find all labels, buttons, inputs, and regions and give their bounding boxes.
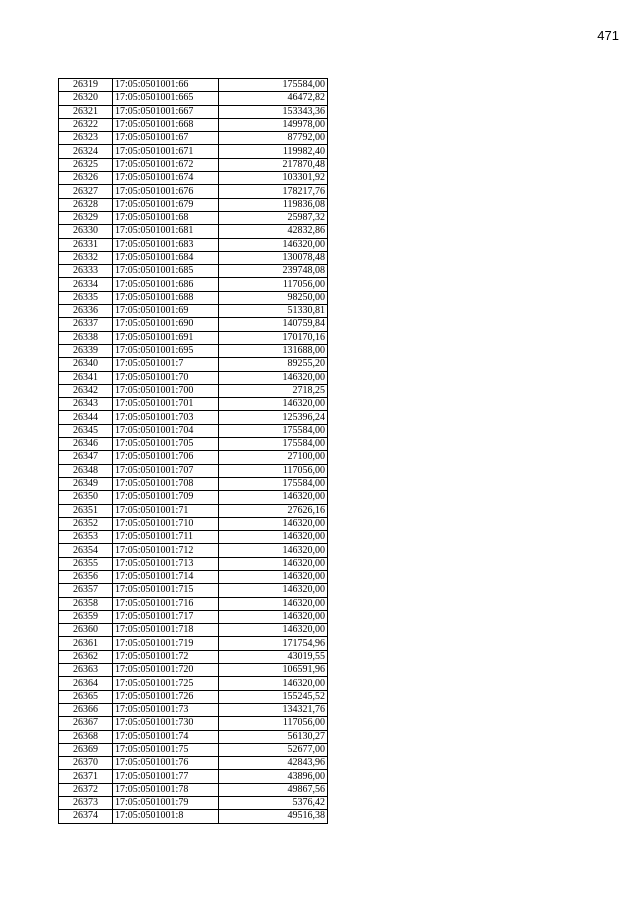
- cadastral-value-cell: 146320,00: [219, 491, 328, 504]
- row-number-cell: 26371: [59, 770, 113, 783]
- cadastral-number-cell: 17:05:0501001:78: [113, 783, 219, 796]
- cadastral-number-cell: 17:05:0501001:72: [113, 650, 219, 663]
- cadastral-number-cell: 17:05:0501001:8: [113, 810, 219, 823]
- cadastral-value-cell: 87792,00: [219, 132, 328, 145]
- cadastral-number-cell: 17:05:0501001:73: [113, 703, 219, 716]
- cadastral-number-cell: 17:05:0501001:712: [113, 544, 219, 557]
- row-number-cell: 26372: [59, 783, 113, 796]
- cadastral-number-cell: 17:05:0501001:716: [113, 597, 219, 610]
- cadastral-number-cell: 17:05:0501001:67: [113, 132, 219, 145]
- cadastral-value-cell: 146320,00: [219, 584, 328, 597]
- table-row: [59, 703, 328, 716]
- cadastral-value-cell: 146320,00: [219, 624, 328, 637]
- cadastral-number-cell: 17:05:0501001:668: [113, 118, 219, 131]
- table-row: [59, 770, 328, 783]
- row-number-cell: 26330: [59, 225, 113, 238]
- row-number-cell: 26362: [59, 650, 113, 663]
- cadastral-number-cell: 17:05:0501001:704: [113, 424, 219, 437]
- row-number-cell: 26331: [59, 238, 113, 251]
- table-row: [59, 358, 328, 371]
- cadastral-value-cell: 175584,00: [219, 477, 328, 490]
- cadastral-number-cell: 17:05:0501001:674: [113, 172, 219, 185]
- cadastral-value-cell: 146320,00: [219, 610, 328, 623]
- cadastral-value-cell: 175584,00: [219, 438, 328, 451]
- row-number-cell: 26335: [59, 291, 113, 304]
- table-row: [59, 318, 328, 331]
- cadastral-value-cell: 89255,20: [219, 358, 328, 371]
- cadastral-number-cell: 17:05:0501001:667: [113, 105, 219, 118]
- table-row: [59, 411, 328, 424]
- cadastral-number-cell: 17:05:0501001:701: [113, 398, 219, 411]
- cadastral-value-cell: 98250,00: [219, 291, 328, 304]
- row-number-cell: 26349: [59, 477, 113, 490]
- cadastral-number-cell: 17:05:0501001:707: [113, 464, 219, 477]
- row-number-cell: 26359: [59, 610, 113, 623]
- row-number-cell: 26368: [59, 730, 113, 743]
- row-number-cell: 26347: [59, 451, 113, 464]
- cadastral-value-cell: 178217,76: [219, 185, 328, 198]
- row-number-cell: 26319: [59, 79, 113, 92]
- table-row: [59, 278, 328, 291]
- table-row: [59, 211, 328, 224]
- cadastral-value-cell: 42843,96: [219, 757, 328, 770]
- cadastral-value-cell: 146320,00: [219, 398, 328, 411]
- cadastral-number-cell: 17:05:0501001:708: [113, 477, 219, 490]
- cadastral-number-cell: 17:05:0501001:7: [113, 358, 219, 371]
- table-row: [59, 797, 328, 810]
- cadastral-number-cell: 17:05:0501001:77: [113, 770, 219, 783]
- cadastral-number-cell: 17:05:0501001:676: [113, 185, 219, 198]
- cadastral-value-cell: 146320,00: [219, 677, 328, 690]
- cadastral-value-cell: 42832,86: [219, 225, 328, 238]
- table-row: [59, 531, 328, 544]
- row-number-cell: 26334: [59, 278, 113, 291]
- cadastral-value-cell: 134321,76: [219, 703, 328, 716]
- row-number-cell: 26338: [59, 331, 113, 344]
- cadastral-number-cell: 17:05:0501001:665: [113, 92, 219, 105]
- cadastral-value-cell: 131688,00: [219, 344, 328, 357]
- cadastral-number-cell: 17:05:0501001:700: [113, 384, 219, 397]
- row-number-cell: 26327: [59, 185, 113, 198]
- cadastral-value-cell: 2718,25: [219, 384, 328, 397]
- table-row: [59, 424, 328, 437]
- row-number-cell: 26374: [59, 810, 113, 823]
- table-row: [59, 291, 328, 304]
- cadastral-value-cell: 5376,42: [219, 797, 328, 810]
- cadastral-number-cell: 17:05:0501001:75: [113, 743, 219, 756]
- row-number-cell: 26361: [59, 637, 113, 650]
- table-row: [59, 238, 328, 251]
- cadastral-value-cell: 146320,00: [219, 570, 328, 583]
- cadastral-value-cell: 49516,38: [219, 810, 328, 823]
- cadastral-value-cell: 25987,32: [219, 211, 328, 224]
- cadastral-value-cell: 130078,48: [219, 251, 328, 264]
- cadastral-number-cell: 17:05:0501001:730: [113, 717, 219, 730]
- table-row: [59, 544, 328, 557]
- page-number: 471: [597, 28, 619, 43]
- table-row: [59, 717, 328, 730]
- row-number-cell: 26351: [59, 504, 113, 517]
- row-number-cell: 26323: [59, 132, 113, 145]
- table-row: [59, 92, 328, 105]
- table-row: [59, 690, 328, 703]
- cadastral-value-cell: 27626,16: [219, 504, 328, 517]
- cadastral-number-cell: 17:05:0501001:684: [113, 251, 219, 264]
- row-number-cell: 26369: [59, 743, 113, 756]
- cadastral-number-cell: 17:05:0501001:686: [113, 278, 219, 291]
- table-row: [59, 145, 328, 158]
- cadastral-value-cell: 125396,24: [219, 411, 328, 424]
- table-row: [59, 743, 328, 756]
- cadastral-number-cell: 17:05:0501001:726: [113, 690, 219, 703]
- cadastral-number-cell: 17:05:0501001:71: [113, 504, 219, 517]
- cadastral-number-cell: 17:05:0501001:672: [113, 158, 219, 171]
- cadastral-value-cell: 103301,92: [219, 172, 328, 185]
- row-number-cell: 26345: [59, 424, 113, 437]
- cadastral-number-cell: 17:05:0501001:711: [113, 531, 219, 544]
- cadastral-number-cell: 17:05:0501001:703: [113, 411, 219, 424]
- row-number-cell: 26332: [59, 251, 113, 264]
- table-row: [59, 371, 328, 384]
- row-number-cell: 26356: [59, 570, 113, 583]
- row-number-cell: 26366: [59, 703, 113, 716]
- table-row: [59, 132, 328, 145]
- row-number-cell: 26320: [59, 92, 113, 105]
- cadastral-value-cell: 146320,00: [219, 531, 328, 544]
- cadastral-number-cell: 17:05:0501001:709: [113, 491, 219, 504]
- table-row: [59, 517, 328, 530]
- row-number-cell: 26363: [59, 664, 113, 677]
- cadastral-number-cell: 17:05:0501001:710: [113, 517, 219, 530]
- row-number-cell: 26360: [59, 624, 113, 637]
- cadastral-value-cell: 117056,00: [219, 717, 328, 730]
- cadastral-value-cell: 119836,08: [219, 198, 328, 211]
- cadastral-number-cell: 17:05:0501001:706: [113, 451, 219, 464]
- cadastral-value-cell: 27100,00: [219, 451, 328, 464]
- cadastral-value-cell: 146320,00: [219, 544, 328, 557]
- row-number-cell: 26367: [59, 717, 113, 730]
- cadastral-number-cell: 17:05:0501001:713: [113, 557, 219, 570]
- cadastral-value-cell: 170170,16: [219, 331, 328, 344]
- cadastral-number-cell: 17:05:0501001:69: [113, 305, 219, 318]
- row-number-cell: 26337: [59, 318, 113, 331]
- row-number-cell: 26322: [59, 118, 113, 131]
- cadastral-value-cell: 153343,36: [219, 105, 328, 118]
- table-row: [59, 677, 328, 690]
- table-row: [59, 477, 328, 490]
- cadastral-number-cell: 17:05:0501001:683: [113, 238, 219, 251]
- cadastral-value-cell: 106591,96: [219, 664, 328, 677]
- table-row: [59, 225, 328, 238]
- row-number-cell: 26352: [59, 517, 113, 530]
- cadastral-number-cell: 17:05:0501001:714: [113, 570, 219, 583]
- cadastral-value-cell: 49867,56: [219, 783, 328, 796]
- table-row: [59, 305, 328, 318]
- table-row: [59, 464, 328, 477]
- cadastral-value-cell: 52677,00: [219, 743, 328, 756]
- cadastral-value-cell: 119982,40: [219, 145, 328, 158]
- row-number-cell: 26329: [59, 211, 113, 224]
- row-number-cell: 26357: [59, 584, 113, 597]
- table-row: [59, 730, 328, 743]
- table-row: [59, 105, 328, 118]
- cadastral-number-cell: 17:05:0501001:681: [113, 225, 219, 238]
- cadastral-value-cell: 117056,00: [219, 464, 328, 477]
- cadastral-value-cell: 146320,00: [219, 238, 328, 251]
- table-row: [59, 810, 328, 823]
- cadastral-value-cell: 56130,27: [219, 730, 328, 743]
- row-number-cell: 26328: [59, 198, 113, 211]
- table-row: [59, 491, 328, 504]
- cadastral-number-cell: 17:05:0501001:717: [113, 610, 219, 623]
- table-row: [59, 118, 328, 131]
- row-number-cell: 26370: [59, 757, 113, 770]
- row-number-cell: 26339: [59, 344, 113, 357]
- row-number-cell: 26336: [59, 305, 113, 318]
- cadastral-value-cell: 175584,00: [219, 79, 328, 92]
- row-number-cell: 26355: [59, 557, 113, 570]
- table-row: [59, 265, 328, 278]
- cadastral-number-cell: 17:05:0501001:679: [113, 198, 219, 211]
- table-row: [59, 757, 328, 770]
- table-row: [59, 597, 328, 610]
- table-row: [59, 398, 328, 411]
- table-row: [59, 451, 328, 464]
- cadastral-value-cell: 140759,84: [219, 318, 328, 331]
- row-number-cell: 26342: [59, 384, 113, 397]
- row-number-cell: 26346: [59, 438, 113, 451]
- cadastral-number-cell: 17:05:0501001:690: [113, 318, 219, 331]
- table-row: [59, 384, 328, 397]
- row-number-cell: 26358: [59, 597, 113, 610]
- cadastral-number-cell: 17:05:0501001:79: [113, 797, 219, 810]
- table-row: [59, 504, 328, 517]
- row-number-cell: 26343: [59, 398, 113, 411]
- cadastral-value-cell: 175584,00: [219, 424, 328, 437]
- cadastral-value-cell: 146320,00: [219, 517, 328, 530]
- row-number-cell: 26365: [59, 690, 113, 703]
- table-row: [59, 158, 328, 171]
- table-row: [59, 650, 328, 663]
- row-number-cell: 26364: [59, 677, 113, 690]
- table-row: [59, 172, 328, 185]
- cadastral-value-cell: 155245,52: [219, 690, 328, 703]
- cadastral-number-cell: 17:05:0501001:691: [113, 331, 219, 344]
- cadastral-value-cell: 43896,00: [219, 770, 328, 783]
- cadastral-value-cell: 46472,82: [219, 92, 328, 105]
- cadastral-value-cell: 146320,00: [219, 597, 328, 610]
- row-number-cell: 26353: [59, 531, 113, 544]
- table-row: [59, 185, 328, 198]
- row-number-cell: 26324: [59, 145, 113, 158]
- cadastral-number-cell: 17:05:0501001:720: [113, 664, 219, 677]
- cadastral-value-cell: 149978,00: [219, 118, 328, 131]
- table-row: [59, 610, 328, 623]
- table-row: [59, 198, 328, 211]
- cadastral-number-cell: 17:05:0501001:705: [113, 438, 219, 451]
- cadastral-value-cell: 217870,48: [219, 158, 328, 171]
- cadastral-value-cell: 146320,00: [219, 371, 328, 384]
- cadastral-number-cell: 17:05:0501001:695: [113, 344, 219, 357]
- cadastral-number-cell: 17:05:0501001:70: [113, 371, 219, 384]
- table-row: [59, 251, 328, 264]
- table-row: [59, 637, 328, 650]
- row-number-cell: 26344: [59, 411, 113, 424]
- cadastral-number-cell: 17:05:0501001:718: [113, 624, 219, 637]
- table-body: [59, 79, 328, 824]
- table-row: [59, 664, 328, 677]
- cadastral-number-cell: 17:05:0501001:719: [113, 637, 219, 650]
- row-number-cell: 26326: [59, 172, 113, 185]
- row-number-cell: 26354: [59, 544, 113, 557]
- cadastral-value-cell: 117056,00: [219, 278, 328, 291]
- table-row: [59, 438, 328, 451]
- table-row: [59, 344, 328, 357]
- table-row: [59, 624, 328, 637]
- row-number-cell: 26325: [59, 158, 113, 171]
- cadastral-number-cell: 17:05:0501001:671: [113, 145, 219, 158]
- cadastral-number-cell: 17:05:0501001:715: [113, 584, 219, 597]
- table-row: [59, 331, 328, 344]
- table-row: [59, 584, 328, 597]
- cadastral-value-cell: 146320,00: [219, 557, 328, 570]
- table-row: [59, 557, 328, 570]
- cadastral-number-cell: 17:05:0501001:685: [113, 265, 219, 278]
- row-number-cell: 26373: [59, 797, 113, 810]
- cadastral-value-cell: 51330,81: [219, 305, 328, 318]
- row-number-cell: 26341: [59, 371, 113, 384]
- cadastral-value-cell: 239748,08: [219, 265, 328, 278]
- row-number-cell: 26321: [59, 105, 113, 118]
- cadastral-number-cell: 17:05:0501001:66: [113, 79, 219, 92]
- cadastral-number-cell: 17:05:0501001:68: [113, 211, 219, 224]
- row-number-cell: 26348: [59, 464, 113, 477]
- row-number-cell: 26333: [59, 265, 113, 278]
- cadastral-value-cell: 171754,96: [219, 637, 328, 650]
- cadastral-number-cell: 17:05:0501001:725: [113, 677, 219, 690]
- row-number-cell: 26340: [59, 358, 113, 371]
- cadastral-number-cell: 17:05:0501001:688: [113, 291, 219, 304]
- table-row: [59, 79, 328, 92]
- cadastral-number-cell: 17:05:0501001:76: [113, 757, 219, 770]
- row-number-cell: 26350: [59, 491, 113, 504]
- table-row: [59, 783, 328, 796]
- cadastral-value-cell: 43019,55: [219, 650, 328, 663]
- cadastral-value-table: [58, 78, 328, 824]
- cadastral-number-cell: 17:05:0501001:74: [113, 730, 219, 743]
- table-row: [59, 570, 328, 583]
